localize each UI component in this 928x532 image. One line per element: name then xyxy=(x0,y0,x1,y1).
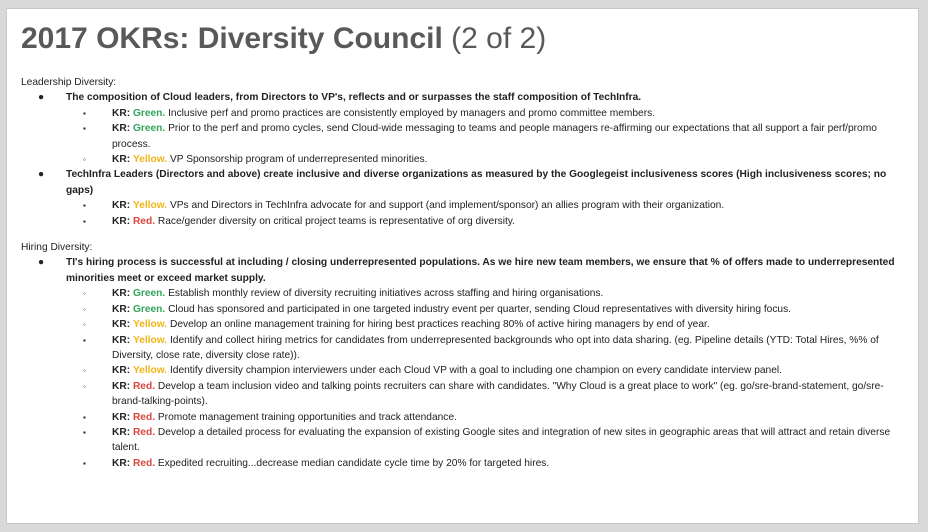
kr-status-yellow: Yellow. xyxy=(132,319,168,331)
kr-text: Inclusive perf and promo practices are consistently employed by managers and promo committee members. xyxy=(168,107,656,119)
key-result-bullet-icon: ◦ xyxy=(83,155,86,165)
kr-text: Develop an online management training for hiring best practices reaching 80% of active hiring managers by end of year. xyxy=(169,319,710,331)
slide-title xyxy=(21,22,546,56)
objective-text: TechInfra Leaders (Directors and above) create inclusive and diverse organizations as measured by the Googlegeist inclusiveness scores (High inclusiveness scores; no gaps) xyxy=(66,169,887,196)
section-heading: Leadership Diversity: xyxy=(21,77,117,88)
key-result-item xyxy=(21,286,901,301)
key-result-item xyxy=(21,198,901,213)
key-result-bullet-icon: ◦ xyxy=(83,289,86,299)
kr-status-yellow: Yellow. xyxy=(132,154,168,166)
kr-text: Establish monthly review of diversity recruiting initiatives across staffing and hiring organisations. xyxy=(168,288,604,300)
key-result-bullet-icon: ◦ xyxy=(83,381,86,391)
key-result-item xyxy=(21,379,901,410)
kr-label: KR: xyxy=(112,457,131,469)
slide-title-sub: (2 of 2) xyxy=(451,22,547,55)
key-result-bullet-icon: ▪ xyxy=(83,458,86,468)
kr-status-green: Green. xyxy=(132,303,166,315)
key-result-item xyxy=(21,410,901,425)
kr-label: KR: xyxy=(112,319,131,331)
kr-text: VP Sponsorship program of underrepresented minorities. xyxy=(169,154,428,166)
kr-status-green: Green. xyxy=(132,288,166,300)
key-result-bullet-icon: ◦ xyxy=(83,320,86,330)
key-result-bullet-icon: ▪ xyxy=(83,124,86,134)
key-result-item xyxy=(21,121,901,152)
key-result-bullet-icon: ▪ xyxy=(83,427,86,437)
kr-text: Expedited recruiting...decrease median candidate cycle time by 20% for targeted hires. xyxy=(157,457,550,469)
kr-label: KR: xyxy=(112,334,131,346)
key-result-bullet-icon: ◦ xyxy=(83,366,86,376)
okr-section xyxy=(21,240,901,471)
objective-item xyxy=(21,90,901,105)
kr-status-green: Green. xyxy=(132,123,166,135)
kr-status-red: Red. xyxy=(132,426,156,438)
kr-label: KR: xyxy=(112,154,131,166)
kr-status-red: Red. xyxy=(132,457,156,469)
kr-label: KR: xyxy=(112,303,131,315)
section-gap xyxy=(21,229,901,240)
kr-label: KR: xyxy=(112,107,131,119)
kr-status-yellow: Yellow. xyxy=(132,365,168,377)
objective-bullet-icon: ● xyxy=(38,169,45,181)
kr-text: Develop a team inclusion video and talking points recruiters can share with candidates. "Why Cloud is a great place to work" (eg. go/sre-brand-statement, go/sre-brand-talking-points). xyxy=(112,380,884,408)
key-result-bullet-icon: ▪ xyxy=(83,412,86,422)
kr-label: KR: xyxy=(112,123,131,135)
kr-status-yellow: Yellow. xyxy=(132,200,168,212)
kr-text: VPs and Directors in TechInfra advocate for and support (and implement/sponsor) an allies program with their organization. xyxy=(169,200,725,212)
kr-label: KR: xyxy=(112,215,131,227)
kr-status-red: Red. xyxy=(132,380,156,392)
kr-text: Promote management training opportunities and track attendance. xyxy=(157,411,457,423)
kr-status-red: Red. xyxy=(132,411,156,423)
key-result-bullet-icon: ▪ xyxy=(83,108,86,118)
key-result-bullet-icon: ▪ xyxy=(83,201,86,211)
objective-item xyxy=(21,255,901,286)
key-result-item xyxy=(21,214,901,229)
kr-text: Identify diversity champion interviewers under each Cloud VP with a goal to including one champion on every candidate interview panel. xyxy=(169,365,782,377)
okr-content xyxy=(21,75,901,471)
key-result-bullet-icon: ◦ xyxy=(83,304,86,314)
section-heading: Hiring Diversity: xyxy=(21,242,93,254)
objective-bullet-icon: ● xyxy=(38,92,45,104)
kr-text: Race/gender diversity on critical project teams is representative of org diversity. xyxy=(157,215,515,227)
objective-text: TI's hiring process is successful at including / closing underrepresented populations. As we hire new team members, we ensure that % of offers made to underrepresented minorities meet or exceed market supply. xyxy=(66,257,895,284)
kr-label: KR: xyxy=(112,380,131,392)
objective-bullet-icon: ● xyxy=(38,257,45,269)
kr-status-green: Green. xyxy=(132,107,166,119)
key-result-bullet-icon: ▪ xyxy=(83,335,86,345)
key-result-item xyxy=(21,317,901,332)
kr-label: KR: xyxy=(112,426,131,438)
slide-title-main: 2017 OKRs: Diversity Council xyxy=(21,22,443,55)
kr-text: Cloud has sponsored and participated in one targeted industry event per quarter, sending Cloud representatives with diversity hiring focus. xyxy=(168,303,792,315)
kr-label: KR: xyxy=(112,200,131,212)
okr-section xyxy=(21,75,901,229)
objective-item xyxy=(21,167,901,198)
key-result-item xyxy=(21,302,901,317)
kr-label: KR: xyxy=(112,365,131,377)
key-result-item xyxy=(21,425,901,456)
key-result-item xyxy=(21,333,901,364)
kr-label: KR: xyxy=(112,411,131,423)
kr-status-red: Red. xyxy=(132,215,156,227)
key-result-item xyxy=(21,363,901,378)
kr-text: Develop a detailed process for evaluating the expansion of existing Google sites and integration of new sites in geographic areas that will attract and retain diverse talent. xyxy=(112,426,891,454)
kr-text: Prior to the perf and promo cycles, send Cloud-wide messaging to teams and people managers re-affirming our expectations that all support a fair perf/promo process. xyxy=(112,123,877,150)
objective-text: The composition of Cloud leaders, from Directors to VP's, reflects and or surpasses the staff composition of TechInfra. xyxy=(66,92,642,104)
slide xyxy=(6,8,919,524)
key-result-bullet-icon: ▪ xyxy=(83,216,86,226)
key-result-item xyxy=(21,152,901,167)
key-result-item xyxy=(21,106,901,121)
key-result-item xyxy=(21,456,901,471)
kr-status-yellow: Yellow. xyxy=(132,334,168,346)
kr-text: Identify and collect hiring metrics for candidates from underrepresented backgrounds who opt into data sharing. (eg. Pipeline details (YTD: Total Hires, %% of Diversity, close rate, diversity close rate)). xyxy=(112,334,879,361)
kr-label: KR: xyxy=(112,288,131,300)
